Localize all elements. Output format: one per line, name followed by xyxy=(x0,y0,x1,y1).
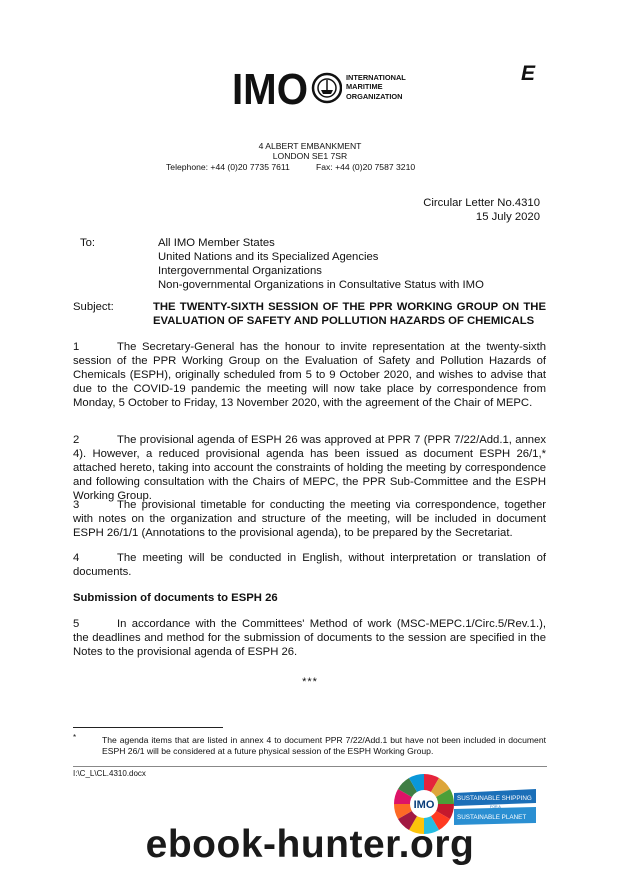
sdg-center-text: IMO xyxy=(413,799,435,811)
circular-reference xyxy=(423,196,540,224)
footnote-text: The agenda items that are listed in annex 4 to document PPR 7/22/Add.1 but have not been included in document ESPH 26/1 will be considered at a future physical session of the ESPH Working Group. xyxy=(102,735,546,756)
circular-date: 15 July 2020 xyxy=(475,211,540,223)
to-label: To: xyxy=(80,237,96,249)
subject-label: Subject: xyxy=(73,301,114,313)
paragraph-number: 1 xyxy=(73,341,80,353)
paragraph-text: The provisional timetable for conducting the meeting via correspondence, together with notes on the organization and structure of the meeting, will be included in document ESPH 26/1/1 (Annotations to the provisional agenda), to be prepared by the Secretariat. xyxy=(73,499,546,539)
banner-line2: FOR A xyxy=(490,805,501,809)
recipient-item: Intergovernmental Organizations xyxy=(158,265,322,277)
watermark: ebook-hunter.org xyxy=(145,823,475,866)
paragraph-number: 5 xyxy=(73,618,80,630)
paragraph-text: The provisional agenda of ESPH 26 was approved at PPR 7 (PPR 7/22/Add.1, annex 4). However, a reduced provisional agenda has been issued as document ESPH 26/1,* attached hereto, taking into account the constraints of holding the meeting by correspondence and following consultation with the Chairs of MEPC, the PPR Sub-Committee and the ESPH Working Group. xyxy=(73,434,546,502)
separator: *** xyxy=(302,676,318,688)
language-code: E xyxy=(521,62,536,85)
paragraph-text: In accordance with the Committees' Method of work (MSC-MEPC.1/Circ.5/Rev.1.), the deadlines and method for the submission of documents to the session are specified in the Notes to the provisional agenda of ESPH 26. xyxy=(73,618,546,658)
banner-line3: SUSTAINABLE PLANET xyxy=(457,814,527,821)
org-line: INTERNATIONAL xyxy=(346,73,406,82)
org-line: ORGANIZATION xyxy=(346,91,403,101)
paragraph-number: 4 xyxy=(73,552,80,564)
banner-line1: SUSTAINABLE SHIPPING xyxy=(457,795,532,802)
paragraph-number: 3 xyxy=(73,499,80,511)
footer-divider xyxy=(73,766,547,767)
fax: Fax: +44 (0)20 7587 3210 xyxy=(316,162,416,172)
paragraph-4 xyxy=(73,551,546,579)
address-block xyxy=(0,141,620,172)
address-line: LONDON SE1 7SR xyxy=(272,151,348,162)
paragraph-text: The Secretary-General has the honour to invite representation at the twenty-sixth session of the PPR Working Group on the Evaluation of Safety and Pollution Hazards of Chemicals (ESPH), originally scheduled from 5 to 9 October 2020, and wishes to advise that due to the COVID-19 pandemic the meeting will now take place by correspondence from Monday, 5 October to Friday, 13 November 2020, with the agreement of the Chair of MEPC. xyxy=(73,341,546,409)
subject-text: THE TWENTY-SIXTH SESSION OF THE PPR WORKING GROUP ON THE EVALUATION OF SAFETY AND POLLUTION HAZARDS OF CHEMICALS xyxy=(153,301,546,327)
organization-name xyxy=(346,73,406,101)
imo-logo xyxy=(232,68,342,108)
paragraph-1 xyxy=(73,340,546,410)
circular-number: Circular Letter No.4310 xyxy=(423,197,540,209)
file-reference: I:\C_L\CL.4310.docx xyxy=(73,769,146,778)
recipient-item: Non-governmental Organizations in Consultative Status with IMO xyxy=(158,279,484,291)
paragraph-5 xyxy=(73,617,546,659)
address-line: 4 ALBERT EMBANKMENT xyxy=(258,141,362,151)
recipient-item: United Nations and its Specialized Agencies xyxy=(158,251,379,263)
section-heading: Submission of documents to ESPH 26 xyxy=(73,592,278,604)
recipient-list xyxy=(158,236,484,292)
footnote-mark: * xyxy=(73,733,77,742)
sustainable-shipping-banner xyxy=(454,789,536,825)
telephone: Telephone: +44 (0)20 7735 7611 xyxy=(166,162,290,172)
paragraph-2 xyxy=(73,433,546,503)
recipient-item: All IMO Member States xyxy=(158,237,275,249)
org-line: MARITIME xyxy=(346,82,383,92)
footnote-divider xyxy=(73,727,223,728)
paragraph-number: 2 xyxy=(73,434,80,446)
logo-text: IMO xyxy=(232,68,308,108)
paragraph-3 xyxy=(73,498,546,540)
paragraph-text: The meeting will be conducted in English, without interpretation or translation of documents. xyxy=(73,552,546,578)
